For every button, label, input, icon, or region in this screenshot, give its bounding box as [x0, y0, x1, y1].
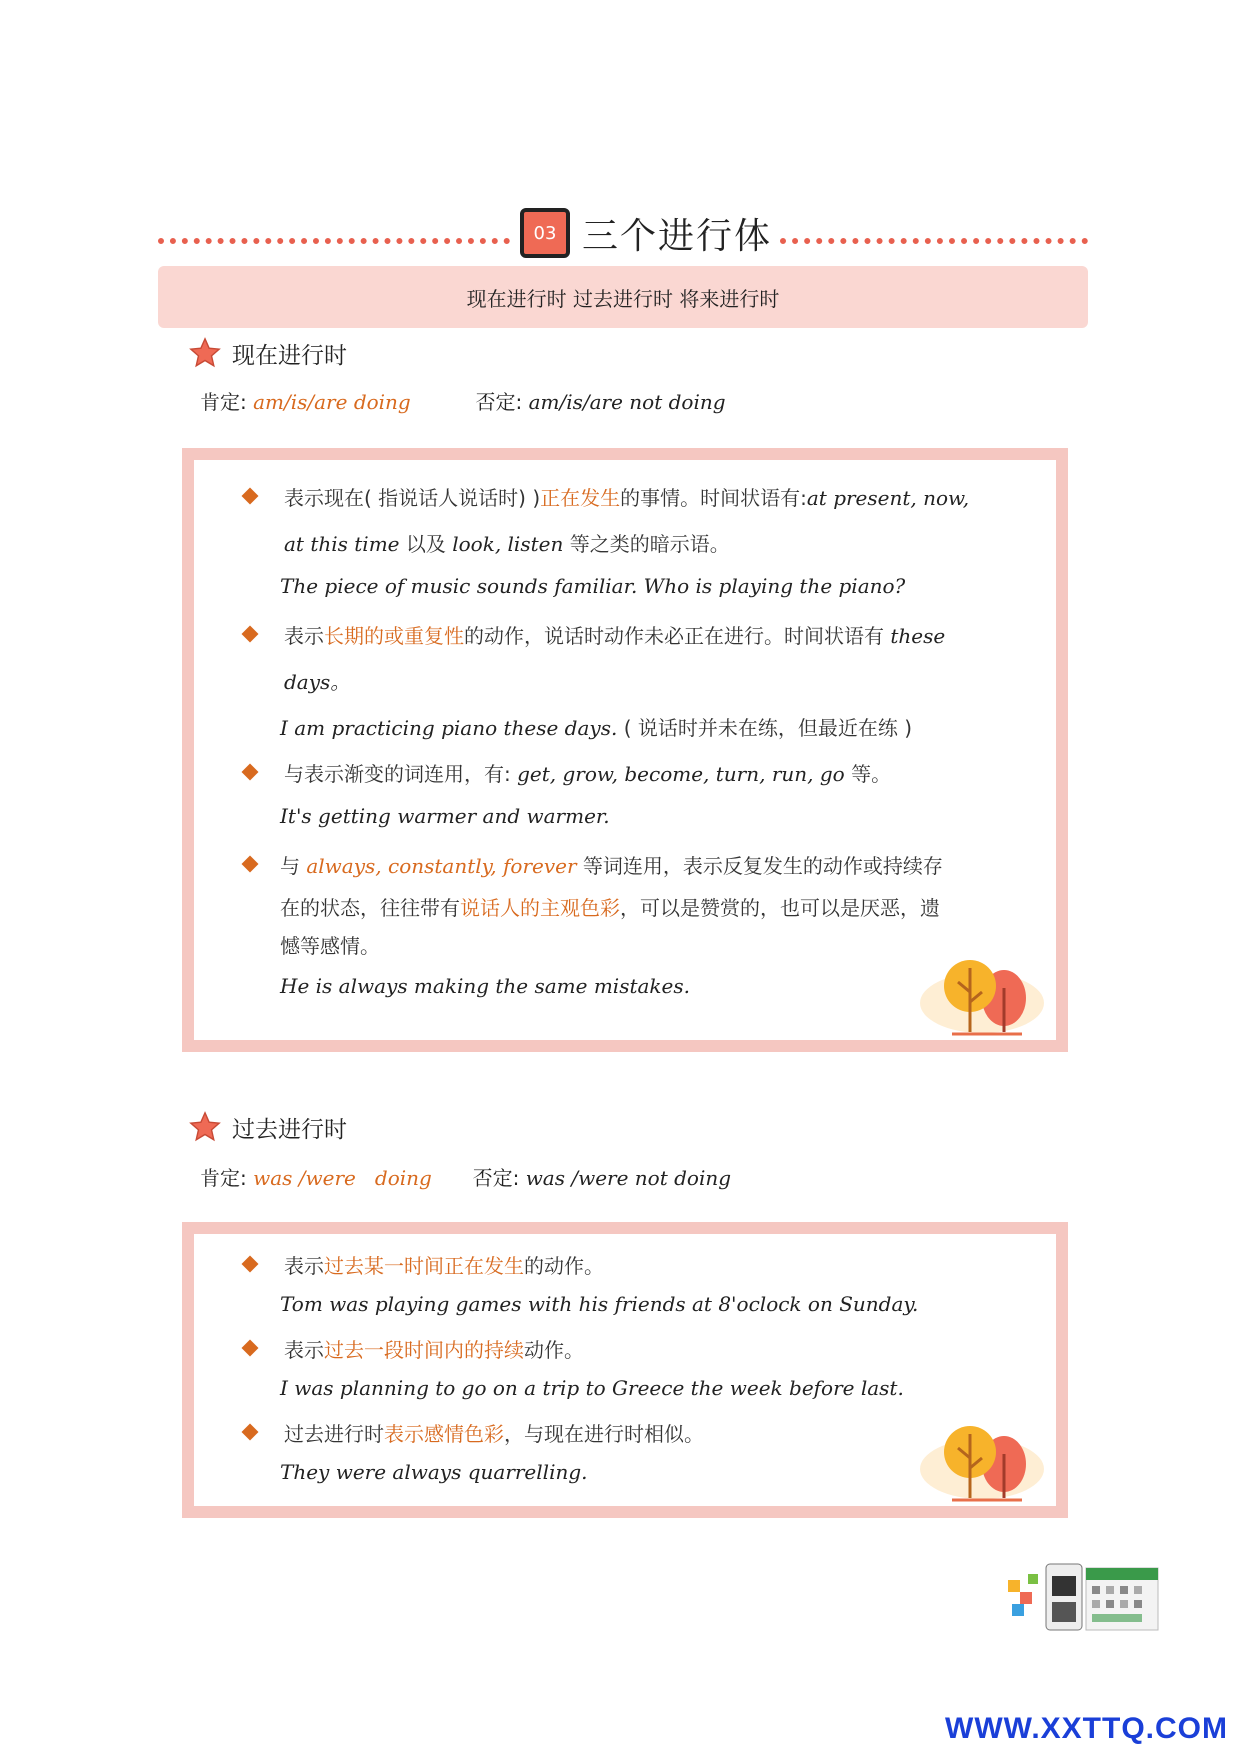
present-b4-example: He is always making the same mistakes.: [280, 974, 690, 998]
present-b4-line1: 与 always, constantly, forever 等词连用，表示反复发生的动作或持续存: [280, 854, 943, 878]
past-aff-form: was /were doing: [253, 1166, 432, 1190]
present-b4-line2: 在的状态，往往带有说话人的主观色彩，可以是赞赏的，也可以是厌恶，遗: [280, 896, 940, 920]
present-aff-form: am/is/are doing: [253, 390, 411, 414]
present-b2-line2: days。: [284, 670, 351, 694]
present-formula: [200, 386, 726, 415]
past-neg-form: was /were not doing: [525, 1166, 732, 1190]
promo-qr-graphic: [1006, 1560, 1162, 1636]
star-icon: [188, 336, 222, 370]
past-b1-example: Tom was playing games with his friends at 8'oclock on Sunday.: [280, 1292, 919, 1316]
past-formula: [200, 1162, 731, 1191]
autumn-tree-icon: [912, 948, 1052, 1048]
present-b1-line1: 表示现在( 指说话人说话时) )正在发生的事情。时间状语有:at present, now,: [284, 486, 970, 510]
present-b2-example: I am practicing piano these days. ( 说话时并未在练，但最近在练 ): [280, 716, 913, 740]
star-icon: [188, 1110, 222, 1144]
past-b2-line1: 表示过去一段时间内的持续动作。: [284, 1338, 584, 1362]
autumn-tree-icon: [912, 1414, 1052, 1514]
present-b2-line1: 表示长期的或重复性的动作，说话时动作未必正在进行。时间状语有 these: [284, 624, 946, 648]
present-b4-line3: 憾等感情。: [280, 934, 380, 958]
past-heading-text: 过去进行时: [232, 1116, 347, 1143]
past-heading: [188, 1110, 347, 1144]
present-heading-text: 现在进行时: [232, 342, 347, 369]
site-watermark[interactable]: WWW.XXTTQ.COM: [945, 1712, 1228, 1745]
present-b3-example: It's getting warmer and warmer.: [280, 804, 610, 828]
section-number-badge: 03: [520, 208, 570, 258]
present-b1-example: The piece of music sounds familiar. Who is playing the piano?: [280, 574, 906, 598]
past-b3-line1: 过去进行时表示感情色彩，与现在进行时相似。: [284, 1422, 704, 1446]
topic-banner: 现在进行时 过去进行时 将来进行时: [158, 266, 1088, 328]
past-aff-label: 肯定:: [200, 1166, 247, 1190]
present-b3-line1: 与表示渐变的词连用，有: get, grow, become, turn, run, go 等。: [284, 762, 892, 786]
section-title: 三个进行体: [582, 216, 773, 257]
past-b3-example: They were always quarrelling.: [280, 1460, 588, 1484]
present-b1-line2: at this time 以及 look, listen 等之类的暗示语。: [284, 532, 730, 556]
dotted-rule-left: [158, 238, 510, 244]
past-b1-line1: 表示过去某一时间正在发生的动作。: [284, 1254, 604, 1278]
present-neg-label: 否定:: [475, 390, 523, 414]
past-neg-label: 否定:: [472, 1166, 520, 1190]
present-aff-label: 肯定:: [200, 390, 247, 414]
dotted-rule-right: [780, 238, 1088, 244]
present-neg-form: am/is/are not doing: [528, 390, 726, 414]
past-b2-example: I was planning to go on a trip to Greece the week before last.: [280, 1376, 904, 1400]
present-heading: [188, 336, 347, 370]
